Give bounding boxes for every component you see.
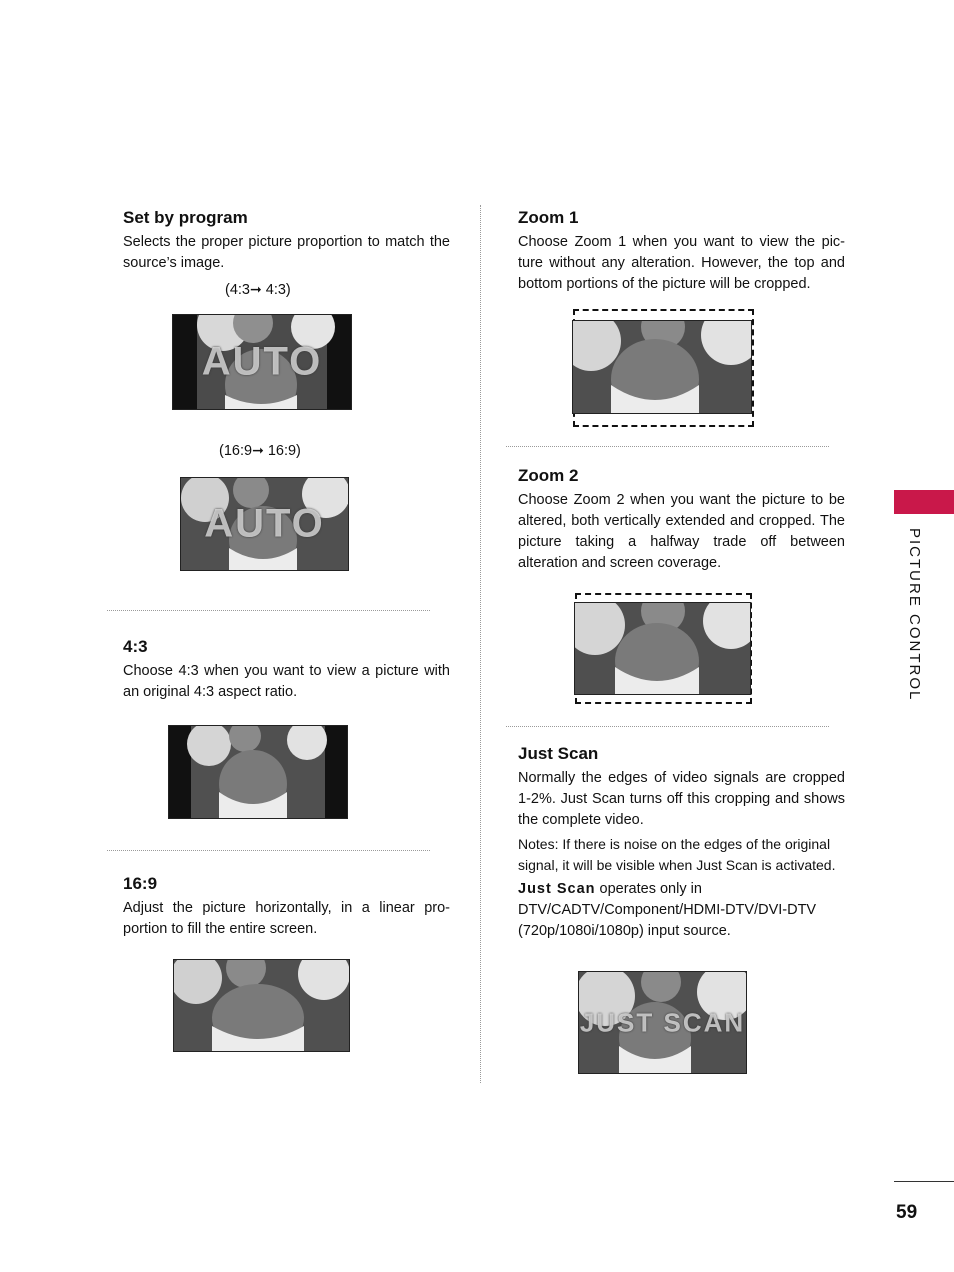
sixteen-nine-text: Adjust the picture horizontally, in a linear pro-portion to fill the entire screen. xyxy=(123,900,450,937)
zoom1-text: Choose Zoom 1 when you want to view the pic-ture without any alteration. However, the top and bottom portions of the picture will be cropped. xyxy=(518,234,845,292)
just-scan-text: Normally the edges of video signals are cropped 1-2%. Just Scan turns off this cropping and shows the complete video. xyxy=(518,770,845,828)
page-number-rule xyxy=(894,1181,954,1182)
zoom2-heading: Zoom 2 xyxy=(518,466,579,485)
zoom1-image xyxy=(572,320,752,414)
section-divider xyxy=(107,610,430,611)
auto-overlay-text: AUTO xyxy=(204,501,325,546)
four-three-text: Choose 4:3 when you want to view a picture with an original 4:3 aspect ratio. xyxy=(123,663,450,700)
zoom1-heading: Zoom 1 xyxy=(518,208,579,227)
set-by-program-heading: Set by program xyxy=(123,208,248,227)
just-scan-overlay-text: JUST SCAN xyxy=(579,1007,746,1037)
column-divider xyxy=(480,205,481,1083)
caption-16-9: (16:9➞ 16:9) xyxy=(219,442,301,459)
side-tab-label: PICTURE CONTROL xyxy=(906,528,923,702)
just-scan-operates-text: operates only in DTV/CADTV/Component/HDMI-DTV/DVI-DTV (720p/1080i/1080p) input source. xyxy=(518,881,817,939)
zoom2-text: Choose Zoom 2 when you want the picture to be altered, both vertically extended and cropped. The picture taking a halfway trade off between alteration and screen coverage. xyxy=(518,492,845,571)
section-divider xyxy=(107,850,430,851)
sixteen-nine-heading: 16:9 xyxy=(123,874,158,893)
just-scan-notes: Notes: If there is noise on the edges of the original signal, it will be visible when Just Scan is activated. xyxy=(518,836,836,873)
arrow-right-icon: ➞ xyxy=(252,442,264,458)
arrow-right-icon: ➞ xyxy=(250,281,262,297)
section-divider xyxy=(506,446,829,447)
just-scan-image xyxy=(578,971,747,1074)
four-three-image xyxy=(168,725,348,819)
set-by-program-text: Selects the proper picture proportion to match the source’s image. xyxy=(123,234,450,271)
just-scan-operates xyxy=(518,879,848,942)
just-scan-heading: Just Scan xyxy=(518,744,599,763)
side-tab-marker xyxy=(894,490,954,514)
zoom2-image xyxy=(574,602,751,695)
auto-overlay-text: AUTO xyxy=(201,339,323,384)
section-divider xyxy=(506,726,829,727)
auto-16-9-image xyxy=(180,477,349,571)
four-three-heading: 4:3 xyxy=(123,637,148,656)
caption-4-3: (4:3➞ 4:3) xyxy=(225,281,291,298)
page-number: 59 xyxy=(896,1202,918,1223)
just-scan-label: Just Scan xyxy=(518,881,596,897)
sixteen-nine-image xyxy=(173,959,350,1052)
auto-4-3-image xyxy=(172,314,352,410)
